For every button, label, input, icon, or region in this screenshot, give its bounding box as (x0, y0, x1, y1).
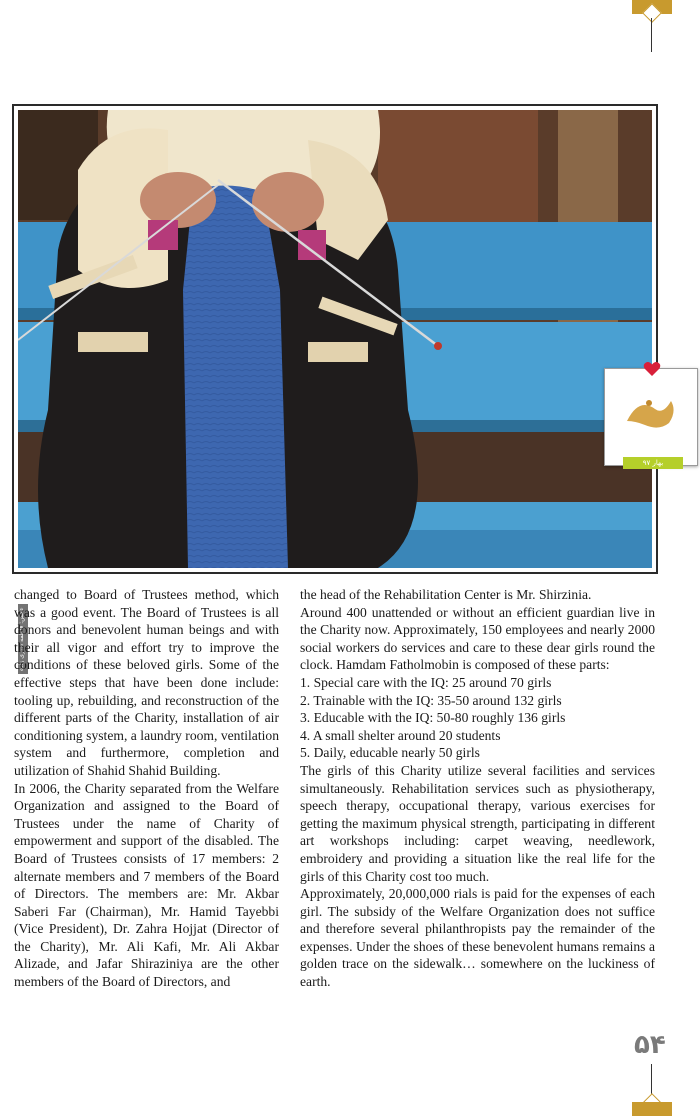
list-item: 3. Educable with the IQ: 50-80 roughly 136 girls (300, 710, 566, 726)
magazine-logo-card (604, 368, 698, 466)
article-right-column (300, 586, 655, 991)
knitting-photo (18, 110, 652, 568)
knitting-illustration (18, 110, 652, 568)
paragraph: the head of the Rehabilitation Center is Mr. Shirzinia. (300, 587, 592, 602)
list-item: 5. Daily, educable nearly 50 girls (300, 745, 480, 761)
bottom-ornament (632, 1064, 672, 1116)
list-item: 2. Trainable with the IQ: 35-50 around 132 girls (300, 692, 562, 708)
heart-icon (643, 361, 661, 377)
hamdam-logo-mark (619, 391, 683, 435)
page-number: ۵۴ (634, 1030, 666, 1060)
paragraph: Around 400 unattended or without an efficient guardian live in the Charity now. Approximately, 150 employees and nearly 2000 social workers do services and care to these dear girls round the clock. Hamdam Fatholmobin is composed of these parts: (300, 604, 655, 673)
top-ornament (632, 0, 672, 52)
paragraph: Approximately, 20,000,000 rials is paid for the expenses of each girl. The subsidy of the Welfare Organization does not suffice and therefore several philanthropists pay the remainder of the expenses. Under the shoes of these benevolent humans remains a golden trace on the sidewalk… somewhere on the luckiness of earth. (300, 886, 655, 990)
article-left-column (14, 586, 279, 991)
issue-label: بهار ۹۷ (623, 457, 683, 469)
list-item: 1. Special care with the IQ: 25 around 70 girls (300, 674, 552, 690)
photo-credit: عکس: فاطمه صبری زاده (18, 604, 28, 674)
paragraph: changed to Board of Trustees method, which was a good event. The Board of Trustees is all donors and benevolent human beings and with their all vigor and effort try to improve the conditions of these beloved girls. Some of the effective steps that have been done include: tooling up, rebuilding, and reconstruction of the different parts of the Charity, installation of air conditioning system, a laundry room, ventilation system and furthermore, completion and utilization of Shahid Shahid Building. (14, 587, 279, 778)
paragraph: The girls of this Charity utilize several facilities and services simultaneously. Rehabilitation services such as physiotherapy, speech therapy, occupational therapy, various exercises for getting the maximum physical strength, participating in different art workshops including: carpet weaving, needlework, embroidery and providing a situation like the real life for the girls of this Charity cost too much. (300, 762, 655, 884)
paragraph: In 2006, the Charity separated from the Welfare Organization and assigned to the Board of Trustees under the name of Charity of empowerment and support of the disabled. The Board of Trustees consists of 17 members: 2 alternate members and 7 members of the Board of Directors. The members are: Mr. Akbar Saberi Far (Chairman), Mr. Hamid Tayebbi (Vice President), Dr. Zahra Hojjat (Director of the Charity), Mr. Ali Kafi, Mr. Ali Akbar Alizade, and Jafar Shiraziniya are the other members of the Board of Directors, and (14, 780, 279, 990)
list-item: 4. A small shelter around 20 students (300, 727, 501, 743)
